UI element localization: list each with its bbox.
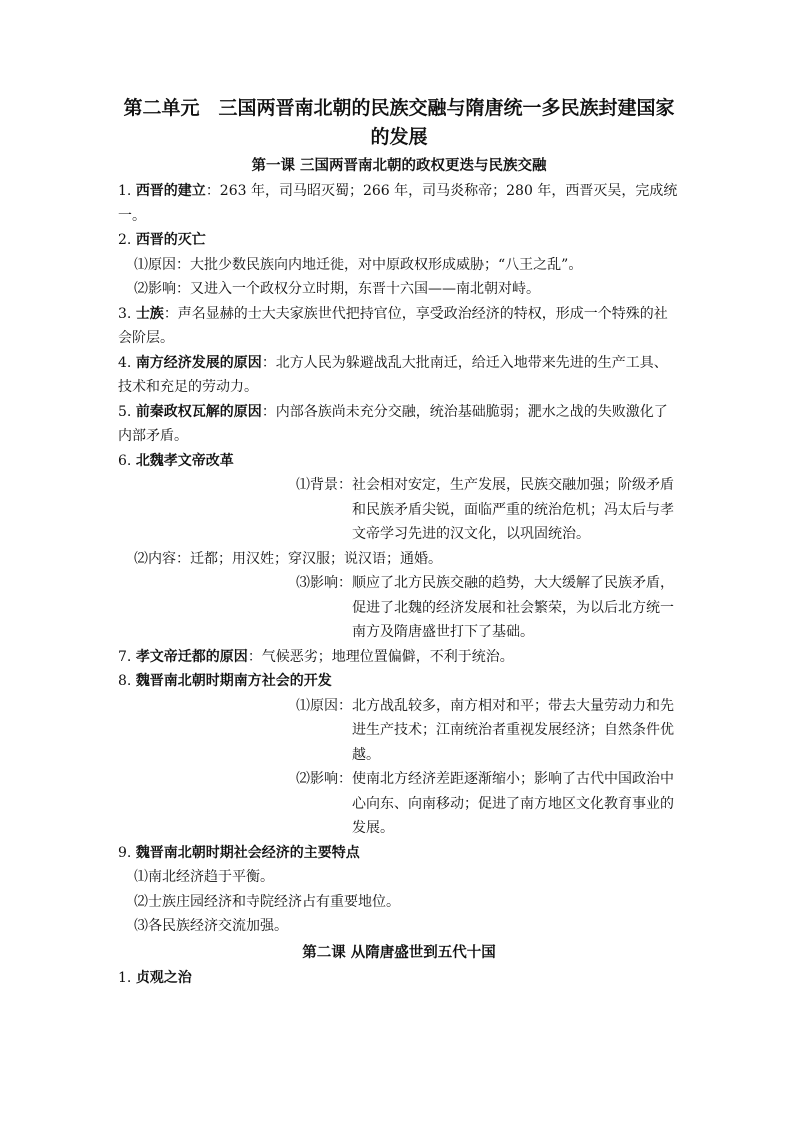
sub-label: ⑴背景： — [296, 477, 352, 493]
item-text: ：263 年，司马昭灭蜀；266 年，司马炎称帝；280 年，西晋灭吴，完成统一。 — [118, 183, 678, 224]
item-text: ：北方人民为躲避战乱大批南迁，给迁入地带来先进的生产工具、技术和充足的劳动力。 — [118, 354, 668, 395]
lesson1-item1 — [118, 179, 680, 228]
lesson1-item6 — [118, 449, 680, 474]
sub-label: ⑵影响： — [296, 771, 352, 787]
item-heading: 魏晋南北朝时期社会经济的主要特点 — [135, 844, 360, 861]
item-number: 9. — [118, 844, 132, 861]
lesson1-item7 — [118, 645, 680, 670]
unit-title — [118, 94, 680, 152]
item-heading: 贞观之治 — [135, 969, 192, 986]
item-heading: 北魏孝文帝改革 — [135, 452, 234, 469]
lesson1-item6-content: ⑵内容：迁都；用汉姓；穿汉服；说汉语；通婚。 — [134, 550, 442, 567]
item-heading: 西晋的建立 — [135, 183, 206, 199]
item-heading: 孝文帝迁都的原因 — [135, 648, 248, 665]
item-number: 5. — [118, 403, 132, 420]
lesson1-item9-point1: ⑴南北经济趋于平衡。 — [134, 869, 274, 885]
lesson1-item3 — [118, 302, 680, 351]
sub-label: ⑴原因： — [296, 697, 352, 714]
item-heading: 魏晋南北朝时期南方社会的开发 — [135, 673, 332, 689]
item-number: 1. — [118, 969, 132, 986]
lesson1-item9-point3: ⑶各民族经济交流加强。 — [134, 918, 288, 934]
item-number: 8. — [118, 673, 132, 689]
item-number: 3. — [118, 305, 132, 322]
unit-title-line1: 第二单元 三国两晋南北朝的民族交融与隋唐统一多民族封建国家 — [123, 97, 675, 119]
lesson1-item6-background — [118, 473, 680, 547]
lesson1-item9 — [118, 841, 680, 866]
lesson1-item8 — [118, 669, 680, 694]
sub-text: 使南北方经济差距逐渐缩小；影响了古代中国政治中心向东、向南移动；促进了南方地区文化教育事业的发展。 — [352, 771, 674, 836]
item-number: 6. — [118, 452, 132, 469]
item-heading: 前秦政权瓦解的原因 — [135, 403, 262, 420]
lesson1-item5 — [118, 400, 680, 449]
document-page — [118, 94, 680, 990]
item-number: 2. — [118, 232, 132, 248]
item-heading: 西晋的灭亡 — [135, 232, 206, 248]
lesson1-item9-point2: ⑵士族庄园经济和寺院经济占有重要地位。 — [134, 893, 400, 910]
lesson1-item4 — [118, 351, 680, 400]
item-text: ：声名显赫的士大夫家族世代把持官位，享受政治经济的特权，形成一个特殊的社会阶层。 — [118, 305, 668, 346]
lesson1-item2-effect: ⑵影响：又进入一个政权分立时期，东晋十六国——南北朝对峙。 — [134, 281, 540, 297]
lesson1-item2-cause: ⑴原因：大批少数民族向内地迁徙，对中原政权形成威胁；“八王之乱”。 — [134, 256, 583, 273]
lesson1-item8-effect — [118, 767, 680, 841]
lesson1-title: 第一课 三国两晋南北朝的政权更迭与民族交融 — [251, 158, 547, 174]
lesson2-item1 — [118, 966, 680, 991]
lesson1-item2 — [118, 228, 680, 253]
lesson1-item8-cause — [118, 694, 680, 768]
item-heading: 士族 — [135, 305, 164, 322]
sub-text: 社会相对安定，生产发展，民族交融加强；阶级矛盾和民族矛盾尖锐，面临严重的统治危机；冯太后与孝文帝学习先进的汉文化，以巩固统治。 — [352, 477, 674, 542]
lesson2-title: 第二课 从隋唐盛世到五代十国 — [302, 944, 496, 961]
item-text: ：气候恶劣；地理位置偏僻，不利于统治。 — [247, 648, 514, 665]
item-text: ：内部各族尚未充分交融，统治基础脆弱；淝水之战的失败激化了内部矛盾。 — [118, 403, 668, 444]
sub-text: 北方战乱较多，南方相对和平；带去大量劳动力和先进生产技术；江南统治者重视发展经济；自然条件优越。 — [352, 697, 674, 763]
unit-title-line2: 的发展 — [370, 126, 428, 148]
sub-text: 顺应了北方民族交融的趋势，大大缓解了民族矛盾，促进了北魏的经济发展和社会繁荣，为以后北方统一南方及隋唐盛世打下了基础。 — [352, 575, 674, 640]
lesson1-item6-effect — [118, 571, 680, 645]
item-number: 7. — [118, 648, 132, 665]
item-heading: 南方经济发展的原因 — [135, 354, 262, 371]
item-number: 4. — [118, 354, 132, 371]
item-number: 1. — [118, 183, 132, 199]
sub-label: ⑶影响： — [296, 575, 352, 591]
